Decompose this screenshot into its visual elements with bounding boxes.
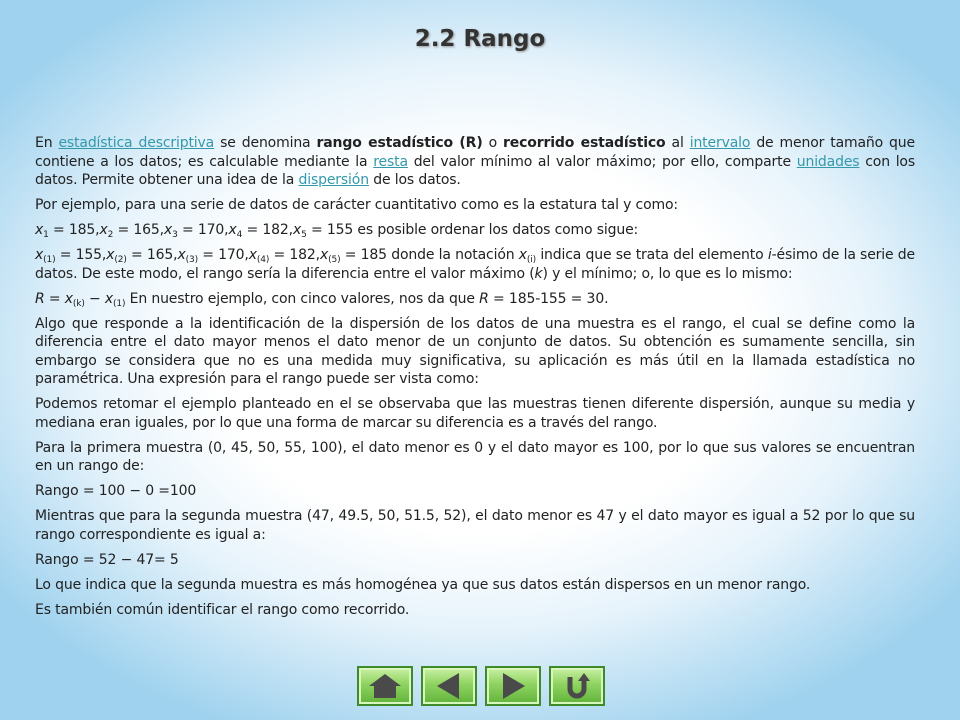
range-result: Rango = 52 − 47= 5 xyxy=(35,551,179,568)
value: = 165, xyxy=(126,247,178,263)
text: con los datos. Permite obtener una idea de la xyxy=(35,153,915,188)
var-x: x xyxy=(64,290,73,307)
next-icon xyxy=(493,671,533,701)
var-x: x xyxy=(104,290,114,307)
subscript: (k) xyxy=(72,298,85,309)
link-unidades[interactable]: unidades xyxy=(796,153,860,170)
value: = 182, xyxy=(269,247,320,263)
text: de menor tamaño que contiene a los datos; es calculable mediante la xyxy=(35,135,915,170)
text: -ésimo de la serie de datos. De este modo, el rango sería la diferencia entre el valor máximo ( xyxy=(35,247,915,282)
text: del valor mínimo al valor máximo; por ello, comparte xyxy=(407,153,797,170)
text: al xyxy=(665,135,690,151)
subscript: 2 xyxy=(107,230,114,240)
var-x: x xyxy=(228,222,237,238)
var-r: R xyxy=(479,290,489,307)
bold-term-rango: rango estadístico (R) xyxy=(316,135,483,151)
var-x: x xyxy=(163,222,173,238)
subscript: (1) xyxy=(113,298,126,309)
paragraph: Lo que indica que la segunda muestra es más homogénea ya que sus datos están dispersos en un menor rango. xyxy=(35,576,811,593)
subscript: (i) xyxy=(526,255,536,265)
bold-term-recorrido: recorrido estadístico xyxy=(503,135,666,151)
value: = 155, xyxy=(55,247,107,263)
var-r: R xyxy=(35,290,45,307)
text: indica que se trata del elemento xyxy=(536,247,768,263)
text: de los datos. xyxy=(368,172,461,188)
var-x: x xyxy=(35,222,44,238)
paragraph: Algo que responde a la identificación de la dispersión de los datos de una muestra es el rango, el cual se define como la diferencia entre el dato mayor menos el dato menor de un conjunto de datos. Su obtención es sumamente sencilla, sin embargo se considera que no es una medida muy significativa, su aplicación es más útil en la llamada estadística no paramétrica. Una expresión para el rango puede ser vista como: xyxy=(35,315,915,387)
paragraph: Es también común identificar el rango como recorrido. xyxy=(35,601,410,618)
link-estadistica-descriptiva[interactable]: estadística descriptiva xyxy=(58,135,215,151)
link-resta[interactable]: resta xyxy=(373,153,408,170)
return-icon xyxy=(557,671,597,701)
content-body xyxy=(35,134,915,626)
subscript: (4) xyxy=(256,255,270,265)
link-intervalo[interactable]: intervalo xyxy=(689,135,751,151)
text: En nuestro ejemplo, con cinco valores, nos da que xyxy=(125,290,480,307)
previous-icon xyxy=(429,671,469,701)
value: = 185 donde la notación xyxy=(340,247,519,263)
value: = 185, xyxy=(48,222,100,238)
var-x: x xyxy=(518,247,527,263)
example-intro: Por ejemplo, para una serie de datos de carácter cuantitativo como es la estatura tal y como: xyxy=(35,197,678,213)
subscript: 1 xyxy=(43,230,49,240)
var-x: x xyxy=(99,222,108,238)
text: − xyxy=(84,290,105,307)
value: = 182, xyxy=(242,222,293,238)
text: = xyxy=(44,290,65,307)
value: = 165, xyxy=(113,222,164,238)
subscript: (2) xyxy=(114,255,127,265)
value: = 155 es posible ordenar los datos como sigue: xyxy=(306,222,639,238)
link-dispersion[interactable]: dispersión xyxy=(298,172,369,188)
ordered-paragraph xyxy=(35,246,915,283)
var-x: x xyxy=(248,247,257,263)
value: = 170, xyxy=(197,247,249,263)
home-button[interactable] xyxy=(357,666,413,706)
var-x: x xyxy=(292,222,302,238)
subscript: 4 xyxy=(236,230,243,240)
range-result: Rango = 100 − 0 =100 xyxy=(35,483,197,499)
subscript: (5) xyxy=(328,255,341,265)
paragraph: Podemos retomar el ejemplo planteado en el se observaba que las muestras tienen diferente dispersión, aunque su media y mediana eran iguales, por lo que una forma de marcar su diferencia es a través del rango. xyxy=(35,396,915,431)
text: En xyxy=(35,135,59,151)
home-icon xyxy=(365,671,405,701)
text: = 185-155 = 30. xyxy=(488,290,609,307)
next-button[interactable] xyxy=(485,666,541,706)
var-x: x xyxy=(320,247,329,263)
var-x: x xyxy=(106,247,115,263)
text: se denomina xyxy=(214,135,317,151)
series-line xyxy=(35,221,915,240)
subscript: 5 xyxy=(301,230,307,240)
text: ) y el mínimo; o, lo que es lo mismo: xyxy=(542,265,793,282)
var-k: k xyxy=(534,265,543,282)
intro-paragraph xyxy=(35,134,915,190)
subscript: 3 xyxy=(172,230,178,240)
page-title: 2.2 Rango xyxy=(414,26,546,52)
formula-line xyxy=(35,290,915,309)
paragraph: Mientras que para la segunda muestra (47, 49.5, 50, 51.5, 52), el dato menor es 47 y el dato mayor es igual a 52 por lo que su rango correspondiente es igual a: xyxy=(35,508,915,543)
var-i: i xyxy=(767,247,772,263)
value: = 170, xyxy=(177,222,229,238)
return-button[interactable] xyxy=(549,666,605,706)
navigation-bar xyxy=(357,666,605,706)
var-x: x xyxy=(177,247,186,263)
previous-button[interactable] xyxy=(421,666,477,706)
paragraph: Para la primera muestra (0, 45, 50, 55, 100), el dato menor es 0 y el dato mayor es 100, por lo que sus valores se encuentran en un rango de: xyxy=(35,439,915,474)
subscript: (1) xyxy=(43,255,56,265)
var-x: x xyxy=(35,247,44,263)
subscript: (3) xyxy=(185,255,198,265)
text: o xyxy=(482,135,503,151)
